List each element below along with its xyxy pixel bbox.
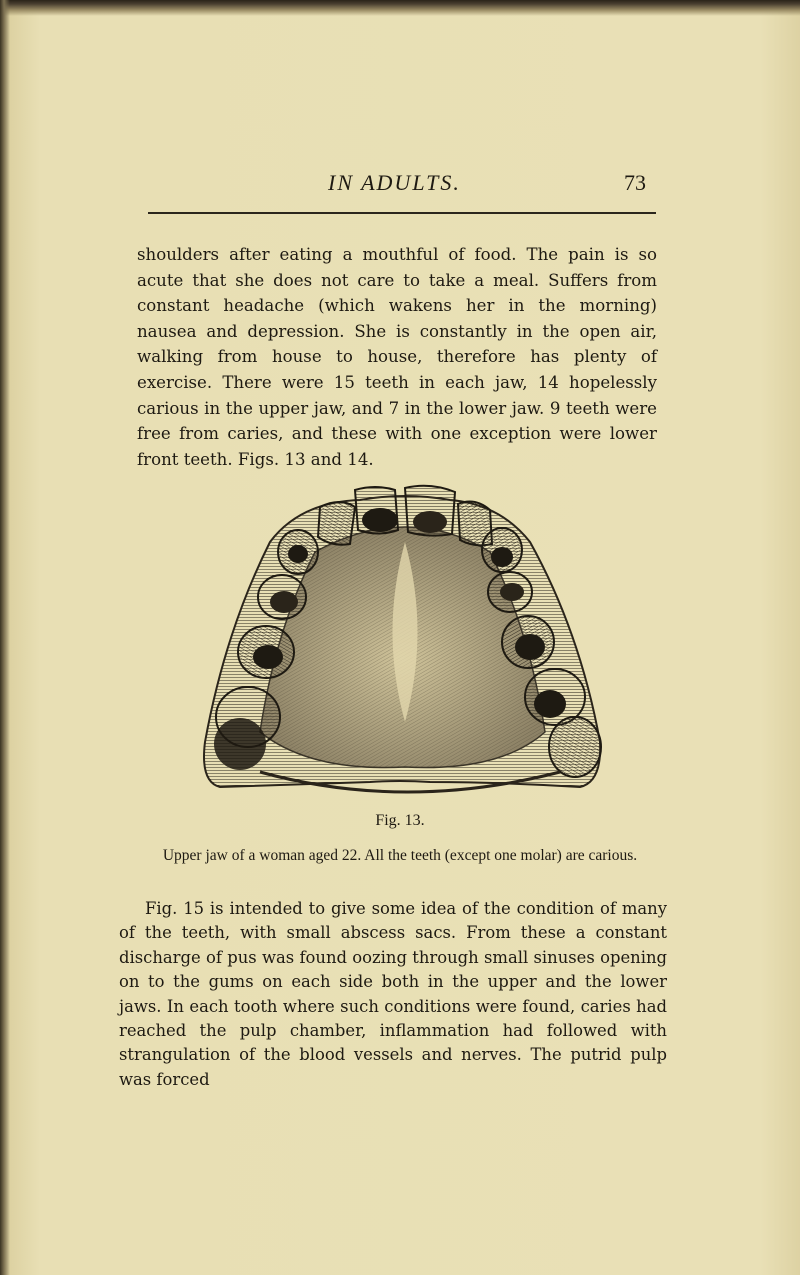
page-top-edge [0,0,800,16]
page-binding-edge [0,0,10,1275]
upper-jaw-illustration [200,482,605,802]
page-number: 73 [624,170,646,195]
paragraph-1: shoulders after eating a mouthful of food. The pain is so acute that she does not care to take a meal. Suffers from constant headache (which wakens her in the morning) nausea and depression. She is constantly in the open air, walking from house to house, therefore has plenty of exercise. There were 15 teeth in each jaw, 14 hopelessly carious in the upper jaw, and 7 in the lower jaw. 9 teeth were free from caries, and these with one exception were lower front teeth. Figs. 13 and 14. [137,245,657,469]
paragraph-2 [119,897,667,1092]
header-rule [148,212,656,214]
figure-caption: Upper jaw of a woman aged 22. All the teeth (except one molar) are carious. [162,847,638,864]
running-head: IN ADULTS. [328,170,461,195]
figure-label: Fig. 13. [375,812,425,829]
paragraph-2-text: Fig. 15 is intended to give some idea of the condition of many of the teeth, with small abscess sacs. From these a constant discharge of pus was found oozing through small sinuses opening on to the gums on each side both in the upper and the lower jaws. In each tooth where such conditions were found, caries had reached the pulp chamber, inflammation had followed with strangulation of the blood vessels and nerves. The putrid pulp was forced [119,899,667,1089]
page-header [120,170,650,204]
